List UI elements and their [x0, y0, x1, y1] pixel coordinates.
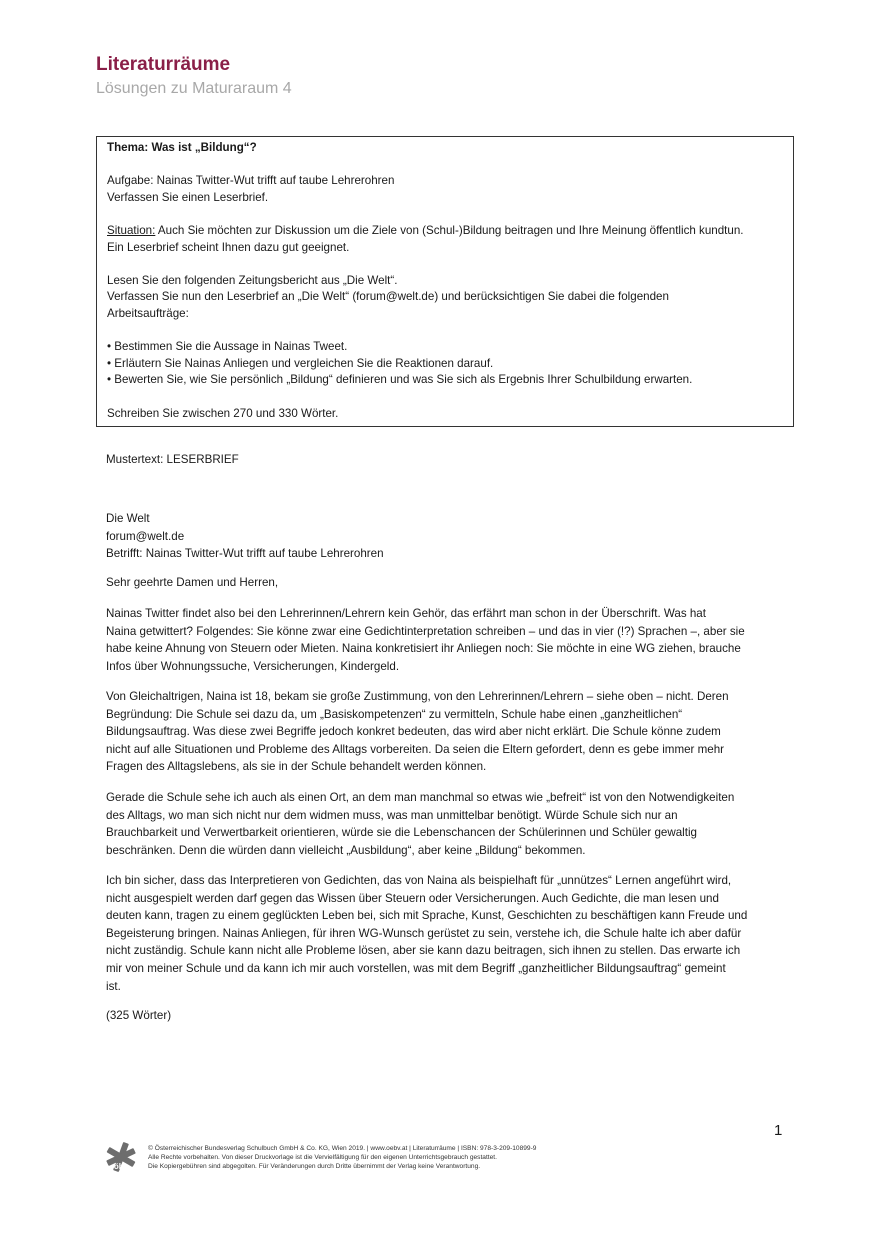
paragraph-line: Gerade die Schule sehe ich auch als einen Ort, an dem man manchmal so etwas wie „befreit“ ist von den Notwendigkeiten	[106, 791, 735, 804]
bullet-item: • Bewerten Sie, wie Sie persönlich „Bildung“ definieren und was Sie sich als Ergebnis Ihrer Schulbildung erwarten.	[107, 373, 693, 387]
situation-line: Ein Leserbrief scheint Ihnen dazu gut geeignet.	[107, 240, 350, 254]
address-line: Betrifft: Nainas Twitter-Wut trifft auf taube Lehrerohren	[106, 547, 384, 561]
page-number: 1	[774, 1122, 783, 1139]
paragraph-line: nicht auf alle Situationen und Probleme des Alltags vorbereiten. Da seien die Eltern gefordert, denn es gebe immer mehr	[106, 742, 725, 756]
salutation-text: Sehr geehrte Damen und Herren,	[106, 576, 279, 589]
paragraph-line: Bildungsauftrag. Was diese zwei Begriffe jedoch konkret bedeuten, das wird aber nicht erklärt. Die Schule könne zudem	[106, 725, 721, 739]
page-subtitle: Lösungen zu Maturaraum 4	[96, 80, 292, 97]
paragraph-line: Begründung: Die Schule sei dazu da, um „Basiskompetenzen“ zu vermitteln, Schule habe einen „ganzheitlichen“	[106, 707, 683, 721]
paragraph-line: beschränken. Denn die würden dann vielleicht „Ausbildung“, aber keine „Bildung“ bekommen.	[106, 843, 586, 857]
salutation	[106, 574, 786, 592]
paragraph-line: ist.	[106, 979, 121, 993]
paragraph-line: Infos über Wohnungssuche, Versicherungen, Kindergeld.	[106, 659, 400, 673]
paragraph-line: habe keine Ahnung von Steuern oder Mieten. Naina konkretisiert ihr Anliegen noch: Sie möchte in eine WG ziehen, brauche	[106, 642, 741, 656]
paragraph-line: deuten kann, tragen zu einem geglückten Leben bei, sich mit Sprache, Kunst, Geschichten zu beschäftigen kann Freude und	[106, 909, 748, 923]
bullet-item: • Erläutern Sie Nainas Anliegen und vergleichen Sie die Reaktionen darauf.	[107, 356, 494, 370]
paragraph-1	[106, 605, 786, 675]
letter-address	[106, 510, 786, 563]
read-line: Verfassen Sie nun den Leserbrief an „Die Welt“ (forum@welt.de) und berücksichtigen Sie dabei die folgenden	[107, 290, 669, 304]
word-count-text: (325 Wörter)	[106, 1009, 172, 1022]
paragraph-line: mir von meiner Schule und da kann ich mir auch vorstellen, was mit dem Begriff „ganzheitlicher Bildungsauftrag“ gemeint	[106, 961, 726, 975]
page-title: Literaturräume	[96, 54, 231, 75]
paragraph-line: Begeisterung bringen. Nainas Anliegen, für ihren WG-Wunsch gerüstet zu sein, verstehe ich, die Schule halte ich aber dafür	[106, 926, 742, 940]
paragraph-line: Ich bin sicher, dass das Interpretieren von Gedichten, das von Naina als beispielhaft für „unnützes“ Lernen angeführt wird,	[106, 874, 732, 887]
oebv-logo-icon	[104, 1140, 138, 1174]
paragraph-2	[106, 688, 786, 776]
paragraph-line: des Alltags, wo man sich nicht nur dem widmen muss, was man unmittelbar benötigt. Würde Schule sich nur an	[106, 808, 678, 822]
footer-legal	[148, 1144, 536, 1172]
paragraph-line: nicht zuständig. Schule kann nicht alle Probleme lösen, aber sie kann dazu beitragen, sich ihnen zu stellen. Das erwarte ich	[106, 944, 741, 958]
paragraph-line: nicht ausgespielt werden darf gegen das Wissen über Steuern oder Versicherungen. Auch Gedichte, die man lesen und	[106, 891, 719, 905]
paragraph-4	[106, 872, 786, 995]
paragraph-line: Nainas Twitter findet also bei den Lehrerinnen/Lehrern kein Gehör, das erfährt man schon in der Überschrift. Was hat	[106, 607, 706, 620]
paragraph-line: Fragen des Alltagslebens, als sie in der Schule behandelt werden können.	[106, 760, 487, 774]
bullet-item: • Bestimmen Sie die Aussage in Nainas Tweet.	[107, 340, 348, 354]
word-count-note: Schreiben Sie zwischen 270 und 330 Wörter.	[107, 406, 339, 420]
task-box	[96, 136, 794, 427]
address-line: forum@welt.de	[106, 529, 185, 543]
footer-line: Die Kopiergebühren sind abgegolten. Für Veränderungen durch Dritte übernimmt der Verlag keine Verantwortung.	[148, 1163, 481, 1171]
task-line: Aufgabe: Nainas Twitter-Wut trifft auf taube Lehrerohren	[107, 174, 395, 188]
paragraph-line: Von Gleichaltrigen, Naina ist 18, bekam sie große Zustimmung, von den Lehrerinnen/Lehrern – siehe oben – nicht. Deren	[106, 690, 729, 703]
word-count	[106, 1007, 786, 1025]
footer-line: © Österreichischer Bundesverlag Schulbuch GmbH & Co. KG, Wien 2019. | www.oebv.at | Literaturräume | ISBN: 978-3-209-10899-9	[148, 1145, 537, 1152]
read-line: Arbeitsaufträge:	[107, 306, 189, 320]
footer-line: Alle Rechte vorbehalten. Von dieser Druckvorlage ist die Vervielfältigung für den eigenen Unterrichtsgebrauch gestattet.	[148, 1154, 497, 1162]
task-theme: Thema: Was ist „Bildung“?	[107, 141, 257, 154]
letter-label-text: Mustertext: LESERBRIEF	[106, 453, 239, 466]
situation-text: Auch Sie möchten zur Diskussion um die Ziele von (Schul-)Bildung beitragen und Ihre Meinung öffentlich kundtun.	[155, 223, 744, 237]
task-line: Verfassen Sie einen Leserbrief.	[107, 190, 269, 204]
situation-label: Situation:	[107, 223, 156, 237]
paragraph-line: Naina getwittert? Folgendes: Sie könne zwar eine Gedichtinterpretation schreiben – und das in vier (!?) Sprachen –, aber sie	[106, 624, 745, 638]
read-line: Lesen Sie den folgenden Zeitungsbericht aus „Die Welt“.	[107, 273, 398, 287]
situation-line	[107, 223, 783, 240]
address-line: Die Welt	[106, 512, 150, 525]
paragraph-3	[106, 789, 786, 859]
paragraph-line: Brauchbarkeit und Verwertbarkeit orientieren, würde sie die Lebenschancen der Schülerinnen und Schüler gewaltig	[106, 826, 697, 840]
oebv-logo-text: öbv	[113, 1162, 129, 1171]
letter-label	[106, 451, 786, 469]
